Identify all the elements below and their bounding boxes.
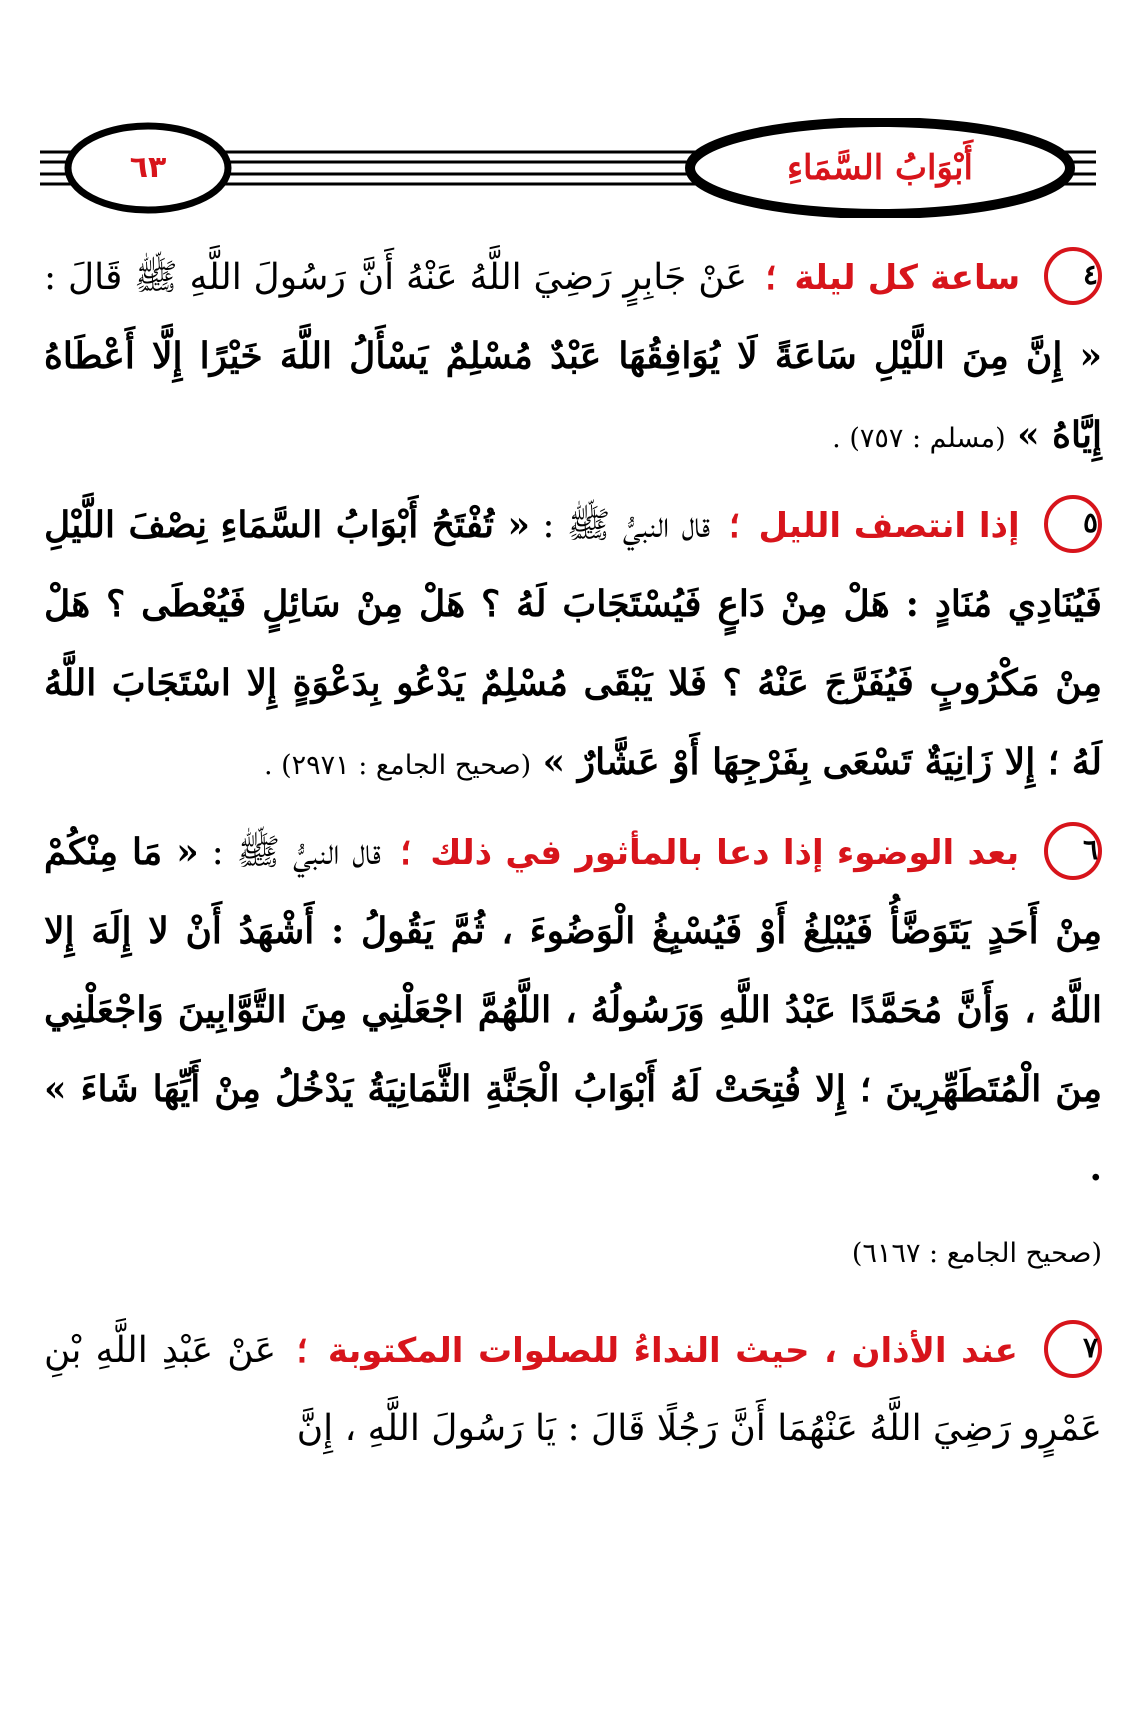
hadith-reference: (مسلم : ٧٥٧) . — [832, 423, 1006, 454]
page-number: ٦٣ — [129, 150, 167, 185]
section-intro: عَنْ عَبْدِ اللَّهِ بْنِ عَمْرٍو رَضِيَ اللَّهُ عَنْهُمَا أَنَّ رَجُلًا قَالَ : يَا رَسُولَ اللَّهِ ، إِنَّ — [44, 1330, 1102, 1449]
section-intro: عَنْ جَابِرٍ رَضِيَ اللَّهُ عَنْهُ أَنَّ رَسُولَ اللَّهِ ﷺ قَالَ : — [44, 257, 748, 298]
separator: ؛ — [296, 1329, 308, 1371]
section-number-badge: ٦ — [1044, 822, 1102, 880]
section-6-reference — [44, 1212, 1102, 1293]
section-intro: قال النبيُّ ﷺ : — [542, 505, 711, 546]
section-intro: قال النبيُّ ﷺ : — [211, 832, 381, 873]
page-body — [44, 238, 1102, 1476]
hadith-reference: (صحيح الجامع : ٦١٦٧) — [851, 1238, 1102, 1269]
section-number-badge: ٧ — [1044, 1320, 1102, 1378]
hadith-text: « تُفْتَحُ أَبْوَابُ السَّمَاءِ نِصْفَ اللَّيْلِ فَيُنَادِي مُنَادٍ : هَلْ مِنْ دَاعٍ فَيُسْتَجَابَ لَهُ ؟ هَلْ مِنْ سَائِلٍ فَيُعْطَى ؟ هَلْ مِنْ مَكْرُوبٍ فَيُفَرَّجَ عَنْهُ ؟ فَلا يَبْقَى مُسْلِمٌ يَدْعُو بِدَعْوَةٍ إِلا اسْتَجَابَ اللَّهُ لَهُ ؛ إِلا زَانِيَةٌ تَسْعَى بِفَرْجِهَا أَوْ عَشَّارٌ » — [44, 504, 1102, 783]
section-number-badge: ٤ — [1044, 247, 1102, 305]
section-7 — [44, 1311, 1102, 1468]
section-heading: ساعة كل ليلة — [794, 258, 1021, 298]
separator: ؛ — [728, 504, 741, 546]
hadith-text: « مَا مِنْكُمْ مِنْ أَحَدٍ يَتَوَضَّأُ فَيُبْلِغُ أَوْ فَيُسْبِغُ الْوَضُوءَ ، ثُمَّ يَقُولُ : أَشْهَدُ أَنْ لا إِلَهَ إِلا اللَّهُ ، وَأَنَّ مُحَمَّدًا عَبْدُ اللَّهِ وَرَسُولُهُ ، اللَّهُمَّ اجْعَلْنِي مِنَ التَّوَّابِينَ وَاجْعَلْنِي مِنَ الْمُتَطَهِّرِينَ ؛ إِلا فُتِحَتْ لَهُ أَبْوَابُ الْجَنَّةِ الثَّمَانِيَةُ يَدْخُلُ مِنْ أَيِّهَا شَاءَ » . — [44, 831, 1102, 1189]
separator: ؛ — [765, 256, 777, 298]
section-6 — [44, 813, 1102, 1208]
section-heading: بعد الوضوء إذا دعا بالمأثور في ذلك — [430, 833, 1020, 873]
section-heading: عند الأذان ، حيث النداءُ للصلوات المكتوبة — [327, 1331, 1018, 1371]
page-header — [0, 118, 1132, 218]
hadith-reference: (صحيح الجامع : ٢٩٧١) . — [263, 750, 532, 781]
hadith-text: « إِنَّ مِنَ اللَّيْلِ سَاعَةً لَا يُوَافِقُهَا عَبْدٌ مُسْلِمٌ يَسْأَلُ اللَّهَ خَيْرًا إِلَّا أَعْطَاهُ إِيَّاهُ » — [44, 335, 1102, 456]
section-number-badge: ٥ — [1044, 495, 1102, 553]
section-heading: إذا انتصف الليل — [758, 506, 1020, 546]
section-4 — [44, 238, 1102, 478]
page-title: أَبْوَابُ السَّمَاءِ — [787, 148, 973, 188]
section-5 — [44, 486, 1102, 805]
separator: ؛ — [399, 831, 412, 873]
